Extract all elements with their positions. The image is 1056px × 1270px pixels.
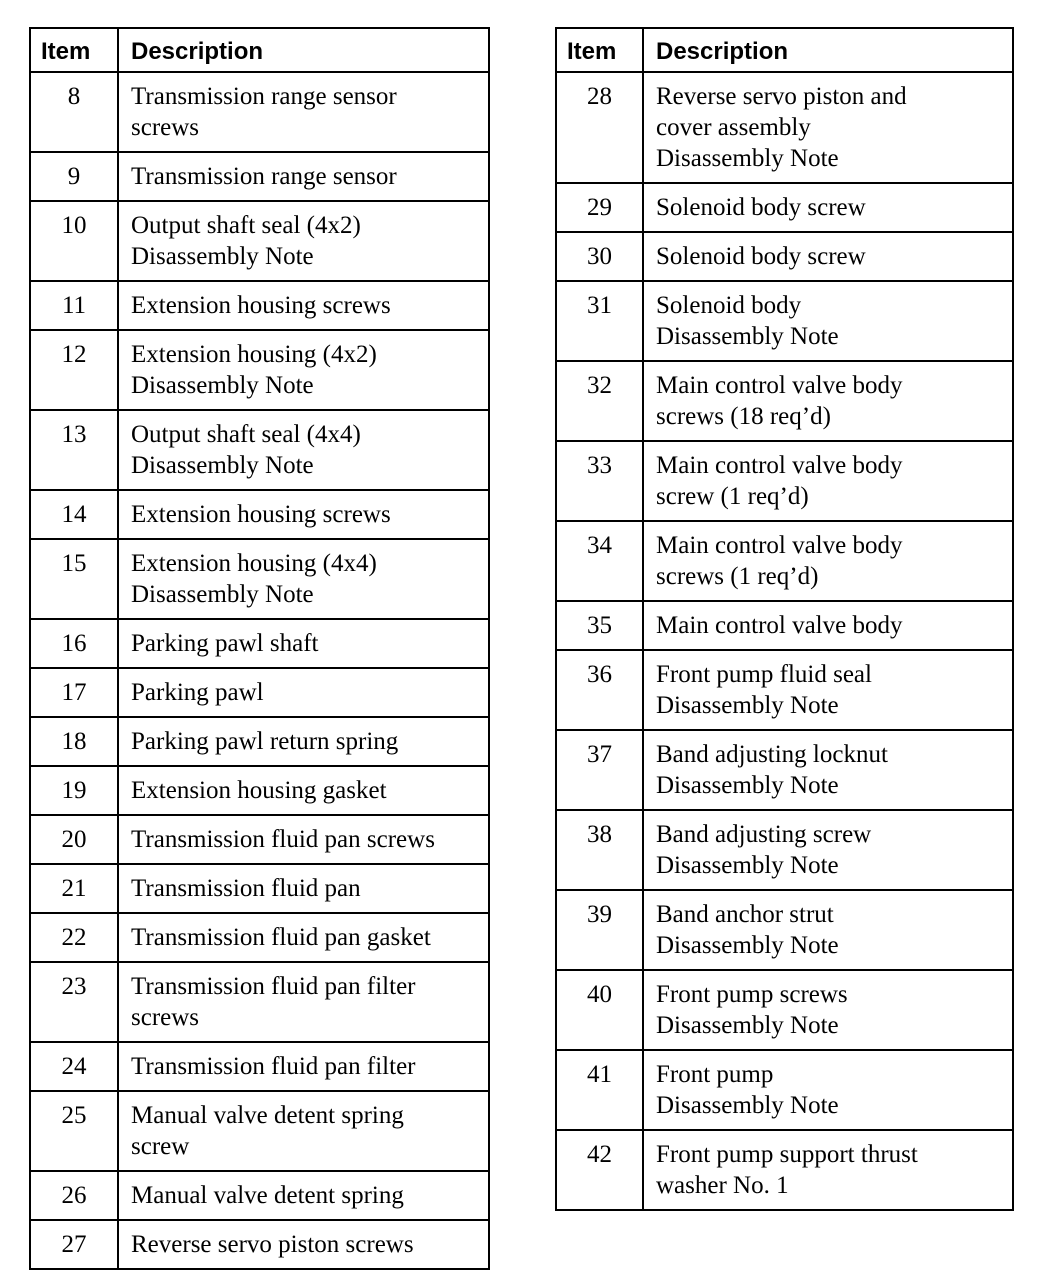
item-number: 41 — [556, 1050, 643, 1130]
item-number: 13 — [30, 410, 118, 490]
item-number: 29 — [556, 183, 643, 232]
table-row — [30, 1091, 489, 1171]
item-description: Reverse servo piston screws — [118, 1220, 489, 1269]
item-description: Front pump support thrust washer No. 1 — [643, 1130, 1013, 1210]
item-description: Parking pawl return spring — [118, 717, 489, 766]
item-description: Manual valve detent spring screw — [118, 1091, 489, 1171]
item-description: Main control valve body screw (1 req’d) — [643, 441, 1013, 521]
table-row — [556, 1130, 1013, 1210]
item-number: 23 — [30, 962, 118, 1042]
table-row — [30, 619, 489, 668]
item-description: Band adjusting locknut Disassembly Note — [643, 730, 1013, 810]
item-number: 14 — [30, 490, 118, 539]
table-row — [30, 962, 489, 1042]
table-row — [30, 1171, 489, 1220]
item-number: 40 — [556, 970, 643, 1050]
table-row — [556, 650, 1013, 730]
table-row — [30, 152, 489, 201]
parts-table-right — [555, 27, 1014, 1211]
item-number: 16 — [30, 619, 118, 668]
item-description: Band anchor strut Disassembly Note — [643, 890, 1013, 970]
item-number: 32 — [556, 361, 643, 441]
table-row — [556, 183, 1013, 232]
item-description: Extension housing gasket — [118, 766, 489, 815]
item-description: Transmission range sensor screws — [118, 72, 489, 152]
table-row — [30, 539, 489, 619]
item-description: Main control valve body screws (18 req’d) — [643, 361, 1013, 441]
item-number: 17 — [30, 668, 118, 717]
table-row — [556, 890, 1013, 970]
table-header-row — [30, 28, 489, 72]
item-number: 22 — [30, 913, 118, 962]
table-row — [30, 72, 489, 152]
table-row — [30, 913, 489, 962]
table-row — [30, 766, 489, 815]
item-number: 28 — [556, 72, 643, 183]
item-number: 36 — [556, 650, 643, 730]
table-row — [556, 601, 1013, 650]
item-number: 42 — [556, 1130, 643, 1210]
column-header-item: Item — [30, 28, 118, 72]
item-number: 33 — [556, 441, 643, 521]
item-description: Reverse servo piston and cover assembly Disassembly Note — [643, 72, 1013, 183]
table-row — [556, 810, 1013, 890]
item-number: 19 — [30, 766, 118, 815]
item-number: 12 — [30, 330, 118, 410]
item-number: 38 — [556, 810, 643, 890]
item-description: Solenoid body Disassembly Note — [643, 281, 1013, 361]
item-number: 24 — [30, 1042, 118, 1091]
item-description: Transmission fluid pan — [118, 864, 489, 913]
item-number: 30 — [556, 232, 643, 281]
item-number: 35 — [556, 601, 643, 650]
table-row — [30, 668, 489, 717]
item-number: 25 — [30, 1091, 118, 1171]
item-number: 20 — [30, 815, 118, 864]
table-row — [30, 330, 489, 410]
item-description: Main control valve body — [643, 601, 1013, 650]
item-description: Extension housing (4x2) Disassembly Note — [118, 330, 489, 410]
item-number: 10 — [30, 201, 118, 281]
column-header-description: Description — [643, 28, 1013, 72]
item-description: Front pump screws Disassembly Note — [643, 970, 1013, 1050]
item-number: 15 — [30, 539, 118, 619]
table-row — [556, 1050, 1013, 1130]
item-description: Parking pawl shaft — [118, 619, 489, 668]
item-description: Solenoid body screw — [643, 232, 1013, 281]
item-number: 31 — [556, 281, 643, 361]
table-row — [30, 490, 489, 539]
item-number: 8 — [30, 72, 118, 152]
item-description: Solenoid body screw — [643, 183, 1013, 232]
item-description: Parking pawl — [118, 668, 489, 717]
item-description: Transmission range sensor — [118, 152, 489, 201]
item-number: 21 — [30, 864, 118, 913]
item-number: 11 — [30, 281, 118, 330]
item-description: Output shaft seal (4x2) Disassembly Note — [118, 201, 489, 281]
table-row — [556, 970, 1013, 1050]
item-number: 26 — [30, 1171, 118, 1220]
item-number: 34 — [556, 521, 643, 601]
item-description: Extension housing screws — [118, 490, 489, 539]
item-description: Transmission fluid pan filter screws — [118, 962, 489, 1042]
column-header-description: Description — [118, 28, 489, 72]
item-description: Main control valve body screws (1 req’d) — [643, 521, 1013, 601]
item-description: Front pump fluid seal Disassembly Note — [643, 650, 1013, 730]
item-description: Extension housing screws — [118, 281, 489, 330]
item-number: 18 — [30, 717, 118, 766]
table-row — [30, 815, 489, 864]
table-row — [556, 730, 1013, 810]
item-number: 39 — [556, 890, 643, 970]
item-description: Transmission fluid pan gasket — [118, 913, 489, 962]
item-number: 9 — [30, 152, 118, 201]
parts-table-left — [29, 27, 490, 1270]
table-row — [30, 1042, 489, 1091]
table-row — [30, 201, 489, 281]
table-row — [30, 864, 489, 913]
table-row — [556, 361, 1013, 441]
table-header-row — [556, 28, 1013, 72]
item-description: Output shaft seal (4x4) Disassembly Note — [118, 410, 489, 490]
table-row — [556, 232, 1013, 281]
table-row — [30, 281, 489, 330]
item-description: Transmission fluid pan filter — [118, 1042, 489, 1091]
item-number: 37 — [556, 730, 643, 810]
table-row — [556, 441, 1013, 521]
item-description: Extension housing (4x4) Disassembly Note — [118, 539, 489, 619]
table-row — [556, 521, 1013, 601]
item-description: Manual valve detent spring — [118, 1171, 489, 1220]
table-row — [30, 410, 489, 490]
table-row — [556, 281, 1013, 361]
item-number: 27 — [30, 1220, 118, 1269]
column-header-item: Item — [556, 28, 643, 72]
item-description: Band adjusting screw Disassembly Note — [643, 810, 1013, 890]
table-row — [30, 717, 489, 766]
item-description: Transmission fluid pan screws — [118, 815, 489, 864]
table-row — [30, 1220, 489, 1269]
item-description: Front pump Disassembly Note — [643, 1050, 1013, 1130]
table-row — [556, 72, 1013, 183]
